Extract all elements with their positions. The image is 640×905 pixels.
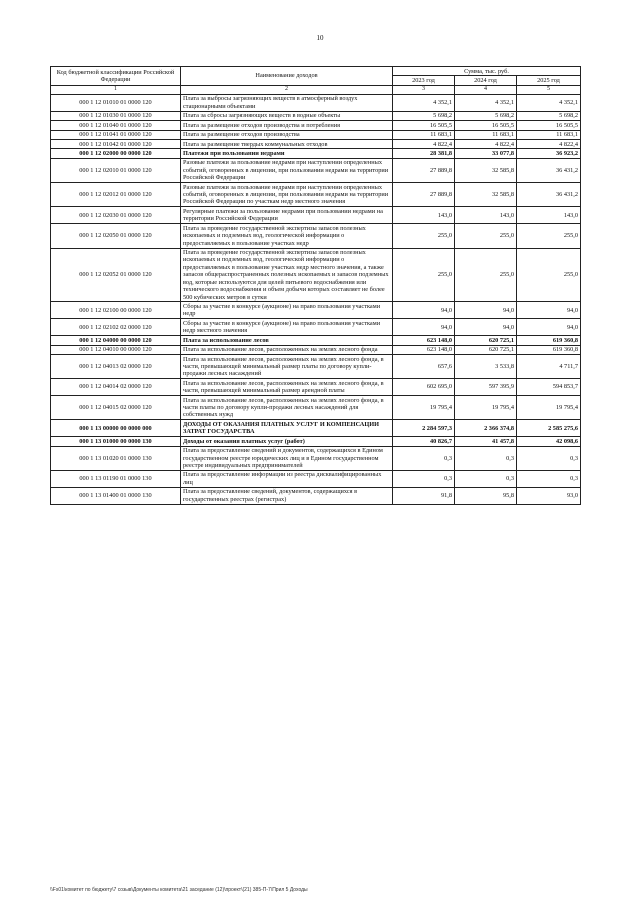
amount-2024-cell: 255,0 (455, 224, 517, 248)
table-row (51, 420, 581, 437)
amount-2023-cell: 11 683,1 (393, 130, 455, 139)
amount-2023-cell: 28 381,8 (393, 149, 455, 158)
amount-2024-cell: 4 352,1 (455, 94, 517, 111)
table-row (51, 355, 581, 379)
amount-2023-cell: 4 352,1 (393, 94, 455, 111)
amount-2023-cell: 27 889,8 (393, 158, 455, 182)
amount-2025-cell: 4 711,7 (517, 355, 581, 379)
amount-2025-cell: 2 585 275,6 (517, 420, 581, 437)
amount-2025-cell: 94,0 (517, 319, 581, 336)
amount-2024-cell: 597 395,9 (455, 379, 517, 396)
amount-2023-cell: 94,0 (393, 319, 455, 336)
amount-2025-cell: 5 698,2 (517, 111, 581, 120)
amount-2025-cell: 93,0 (517, 487, 581, 504)
table-row (51, 345, 581, 354)
amount-2025-cell: 4 822,4 (517, 140, 581, 149)
budget-code-cell: 000 1 12 04013 02 0000 120 (51, 355, 181, 379)
budget-code-cell: 000 1 13 01020 01 0000 130 (51, 446, 181, 470)
amount-2025-cell: 4 352,1 (517, 94, 581, 111)
table-row (51, 140, 581, 149)
revenue-name-cell: Плата за проведение государственной экспертизы запасов полезных ископаемых и подземных вод, геологической информации о предоставляемых в пользование участках недр (181, 224, 393, 248)
amount-2023-cell: 0,3 (393, 446, 455, 470)
amount-2024-cell: 3 533,8 (455, 355, 517, 379)
amount-2023-cell: 94,0 (393, 302, 455, 319)
budget-code-cell: 000 1 12 04000 00 0000 120 (51, 336, 181, 345)
table-row (51, 248, 581, 302)
table-row (51, 130, 581, 139)
amount-2025-cell: 0,3 (517, 470, 581, 487)
amount-2023-cell: 0,3 (393, 470, 455, 487)
budget-code-cell: 000 1 12 01042 01 0000 120 (51, 140, 181, 149)
table-row (51, 396, 581, 420)
table-row (51, 158, 581, 182)
column-index: 1 (51, 85, 181, 94)
amount-2024-cell: 32 585,8 (455, 183, 517, 207)
budget-code-cell: 000 1 12 02010 01 0000 120 (51, 158, 181, 182)
amount-2025-cell: 0,3 (517, 446, 581, 470)
amount-2024-cell: 95,8 (455, 487, 517, 504)
amount-2025-cell: 36 923,2 (517, 149, 581, 158)
revenue-name-cell: Плата за использование лесов, расположенных на землях лесного фонда (181, 345, 393, 354)
column-index: 2 (181, 85, 393, 94)
amount-2024-cell: 255,0 (455, 248, 517, 302)
revenue-name-cell: Платежи при пользовании недрами (181, 149, 393, 158)
revenue-name-cell: ДОХОДЫ ОТ ОКАЗАНИЯ ПЛАТНЫХ УСЛУГ И КОМПЕНСАЦИИ ЗАТРАТ ГОСУДАРСТВА (181, 420, 393, 437)
amount-2025-cell: 94,0 (517, 302, 581, 319)
revenue-name-cell: Плата за предоставление информации из реестра дисквалифицированных лиц (181, 470, 393, 487)
sum-column-header: Сумма, тыс. руб. (393, 67, 581, 76)
year-2025-header: 2025 год (517, 76, 581, 85)
amount-2025-cell: 594 853,7 (517, 379, 581, 396)
amount-2025-cell: 619 360,8 (517, 336, 581, 345)
revenue-name-cell: Плата за сбросы загрязняющих веществ в водные объекты (181, 111, 393, 120)
budget-code-cell: 000 1 13 01000 00 0000 130 (51, 437, 181, 446)
page-number: 10 (316, 34, 324, 42)
budget-code-cell: 000 1 12 02100 00 0000 120 (51, 302, 181, 319)
table-row (51, 207, 581, 224)
table-row (51, 149, 581, 158)
amount-2024-cell: 620 725,1 (455, 336, 517, 345)
table-row (51, 111, 581, 120)
footer-file-path: \\Fs01\комитет по бюджету\7 созыв\Документы комитета\21 заседание (12)\проект\(21) 385-П-7\Прил 5 Доходы (50, 887, 308, 893)
amount-2025-cell: 19 795,4 (517, 396, 581, 420)
column-index: 3 (393, 85, 455, 94)
amount-2023-cell: 2 284 597,3 (393, 420, 455, 437)
amount-2023-cell: 5 698,2 (393, 111, 455, 120)
amount-2025-cell: 42 098,6 (517, 437, 581, 446)
table-header-row (51, 67, 581, 76)
amount-2024-cell: 143,0 (455, 207, 517, 224)
revenue-name-cell: Плата за выбросы загрязняющих веществ в атмосферный воздух стационарными объектами (181, 94, 393, 111)
table-row (51, 470, 581, 487)
amount-2025-cell: 36 431,2 (517, 158, 581, 182)
amount-2024-cell: 4 822,4 (455, 140, 517, 149)
table-row (51, 437, 581, 446)
revenue-name-cell: Плата за проведение государственной экспертизы запасов полезных ископаемых и подземных вод, геологической информации о предоставляемых в пользование участках недр местного значения, а также запасов общераспространенных полезных ископаемых и запасов подземных вод, которые используются для целей питьевого водоснабжения или технического водоснабжения и объем добычи которых составляет не более 500 кубических метров в сутки (181, 248, 393, 302)
amount-2025-cell: 16 505,5 (517, 121, 581, 130)
budget-code-cell: 000 1 12 04014 02 0000 120 (51, 379, 181, 396)
amount-2023-cell: 255,0 (393, 224, 455, 248)
amount-2025-cell: 143,0 (517, 207, 581, 224)
amount-2024-cell: 94,0 (455, 319, 517, 336)
table-row (51, 302, 581, 319)
amount-2024-cell: 94,0 (455, 302, 517, 319)
revenue-name-cell: Сборы за участие в конкурсе (аукционе) на право пользования участками недр местного значения (181, 319, 393, 336)
budget-code-cell: 000 1 13 00000 00 0000 000 (51, 420, 181, 437)
year-2024-header: 2024 год (455, 76, 517, 85)
year-2023-header: 2023 год (393, 76, 455, 85)
revenue-table (50, 66, 581, 505)
name-column-header: Наименование доходов (181, 67, 393, 86)
amount-2025-cell: 619 360,8 (517, 345, 581, 354)
amount-2023-cell: 91,8 (393, 487, 455, 504)
budget-code-cell: 000 1 12 02052 01 0000 120 (51, 248, 181, 302)
revenue-name-cell: Плата за размещение твердых коммунальных отходов (181, 140, 393, 149)
table-row (51, 379, 581, 396)
budget-code-cell: 000 1 12 02000 00 0000 120 (51, 149, 181, 158)
revenue-name-cell: Сборы за участие в конкурсе (аукционе) на право пользования участками недр (181, 302, 393, 319)
revenue-name-cell: Плата за использование лесов (181, 336, 393, 345)
revenue-name-cell: Плата за использование лесов, расположенных на землях лесного фонда, в части платы по договору купли-продажи лесных насаждений для собственных нужд (181, 396, 393, 420)
amount-2024-cell: 0,3 (455, 470, 517, 487)
budget-code-cell: 000 1 12 02050 01 0000 120 (51, 224, 181, 248)
amount-2024-cell: 620 725,1 (455, 345, 517, 354)
amount-2025-cell: 255,0 (517, 248, 581, 302)
budget-code-cell: 000 1 12 01010 01 0000 120 (51, 94, 181, 111)
amount-2023-cell: 40 826,7 (393, 437, 455, 446)
amount-2023-cell: 16 505,5 (393, 121, 455, 130)
revenue-name-cell: Плата за размещение отходов производства (181, 130, 393, 139)
revenue-name-cell: Доходы от оказания платных услуг (работ) (181, 437, 393, 446)
table-row (51, 487, 581, 504)
table-row (51, 183, 581, 207)
table-row (51, 94, 581, 111)
column-index-row (51, 85, 581, 94)
revenue-name-cell: Плата за использование лесов, расположенных на землях лесного фонда, в части, превышающей минимальный размер арендной платы (181, 379, 393, 396)
table-row (51, 224, 581, 248)
table-body (51, 94, 581, 504)
budget-code-cell: 000 1 13 01400 01 0000 130 (51, 487, 181, 504)
amount-2025-cell: 11 683,1 (517, 130, 581, 139)
amount-2024-cell: 32 585,8 (455, 158, 517, 182)
budget-code-cell: 000 1 12 01040 01 0000 120 (51, 121, 181, 130)
budget-code-cell: 000 1 12 01030 01 0000 120 (51, 111, 181, 120)
revenue-name-cell: Разовые платежи за пользование недрами при наступлении определенных событий, оговоренных в лицензии, при пользовании недрами на территории Российской Федерации (181, 158, 393, 182)
amount-2023-cell: 623 148,0 (393, 345, 455, 354)
budget-code-cell: 000 1 13 01190 01 0000 130 (51, 470, 181, 487)
amount-2023-cell: 623 148,0 (393, 336, 455, 345)
amount-2023-cell: 4 822,4 (393, 140, 455, 149)
amount-2023-cell: 19 795,4 (393, 396, 455, 420)
amount-2023-cell: 143,0 (393, 207, 455, 224)
table-row (51, 319, 581, 336)
amount-2024-cell: 0,3 (455, 446, 517, 470)
budget-code-cell: 000 1 12 02012 01 0000 120 (51, 183, 181, 207)
column-index: 4 (455, 85, 517, 94)
amount-2023-cell: 27 889,8 (393, 183, 455, 207)
amount-2024-cell: 2 366 374,8 (455, 420, 517, 437)
budget-code-cell: 000 1 12 04010 00 0000 120 (51, 345, 181, 354)
table-row (51, 446, 581, 470)
code-column-header: Код бюджетной классификации Российской Федерации (51, 67, 181, 86)
amount-2025-cell: 255,0 (517, 224, 581, 248)
budget-code-cell: 000 1 12 04015 02 0000 120 (51, 396, 181, 420)
table-row (51, 121, 581, 130)
budget-code-cell: 000 1 12 02030 01 0000 120 (51, 207, 181, 224)
amount-2023-cell: 255,0 (393, 248, 455, 302)
revenue-name-cell: Плата за использование лесов, расположенных на землях лесного фонда, в части, превышающей минимальный размер платы по договору купли-продажи лесных насаждений (181, 355, 393, 379)
column-index: 5 (517, 85, 581, 94)
budget-code-cell: 000 1 12 01041 01 0000 120 (51, 130, 181, 139)
budget-code-cell: 000 1 12 02102 02 0000 120 (51, 319, 181, 336)
amount-2024-cell: 11 683,1 (455, 130, 517, 139)
revenue-name-cell: Плата за предоставление сведений, документов, содержащихся в государственных реестрах (регистрах) (181, 487, 393, 504)
amount-2023-cell: 602 695,0 (393, 379, 455, 396)
amount-2024-cell: 19 795,4 (455, 396, 517, 420)
amount-2024-cell: 33 077,8 (455, 149, 517, 158)
amount-2023-cell: 657,6 (393, 355, 455, 379)
revenue-name-cell: Регулярные платежи за пользование недрами при пользовании недрами на территории Российской Федерации (181, 207, 393, 224)
amount-2024-cell: 5 698,2 (455, 111, 517, 120)
amount-2024-cell: 41 457,8 (455, 437, 517, 446)
amount-2025-cell: 36 431,2 (517, 183, 581, 207)
revenue-name-cell: Плата за предоставление сведений и документов, содержащихся в Едином государственном реестре юридических лиц и в Едином государственном реестре индивидуальных предпринимателей (181, 446, 393, 470)
amount-2024-cell: 16 505,5 (455, 121, 517, 130)
revenue-name-cell: Плата за размещение отходов производства и потребления (181, 121, 393, 130)
table-row (51, 336, 581, 345)
revenue-name-cell: Разовые платежи за пользование недрами при наступлении определенных событий, оговоренных в лицензии, при пользовании недрами на территории Российской Федерации по участкам недр местного значения (181, 183, 393, 207)
